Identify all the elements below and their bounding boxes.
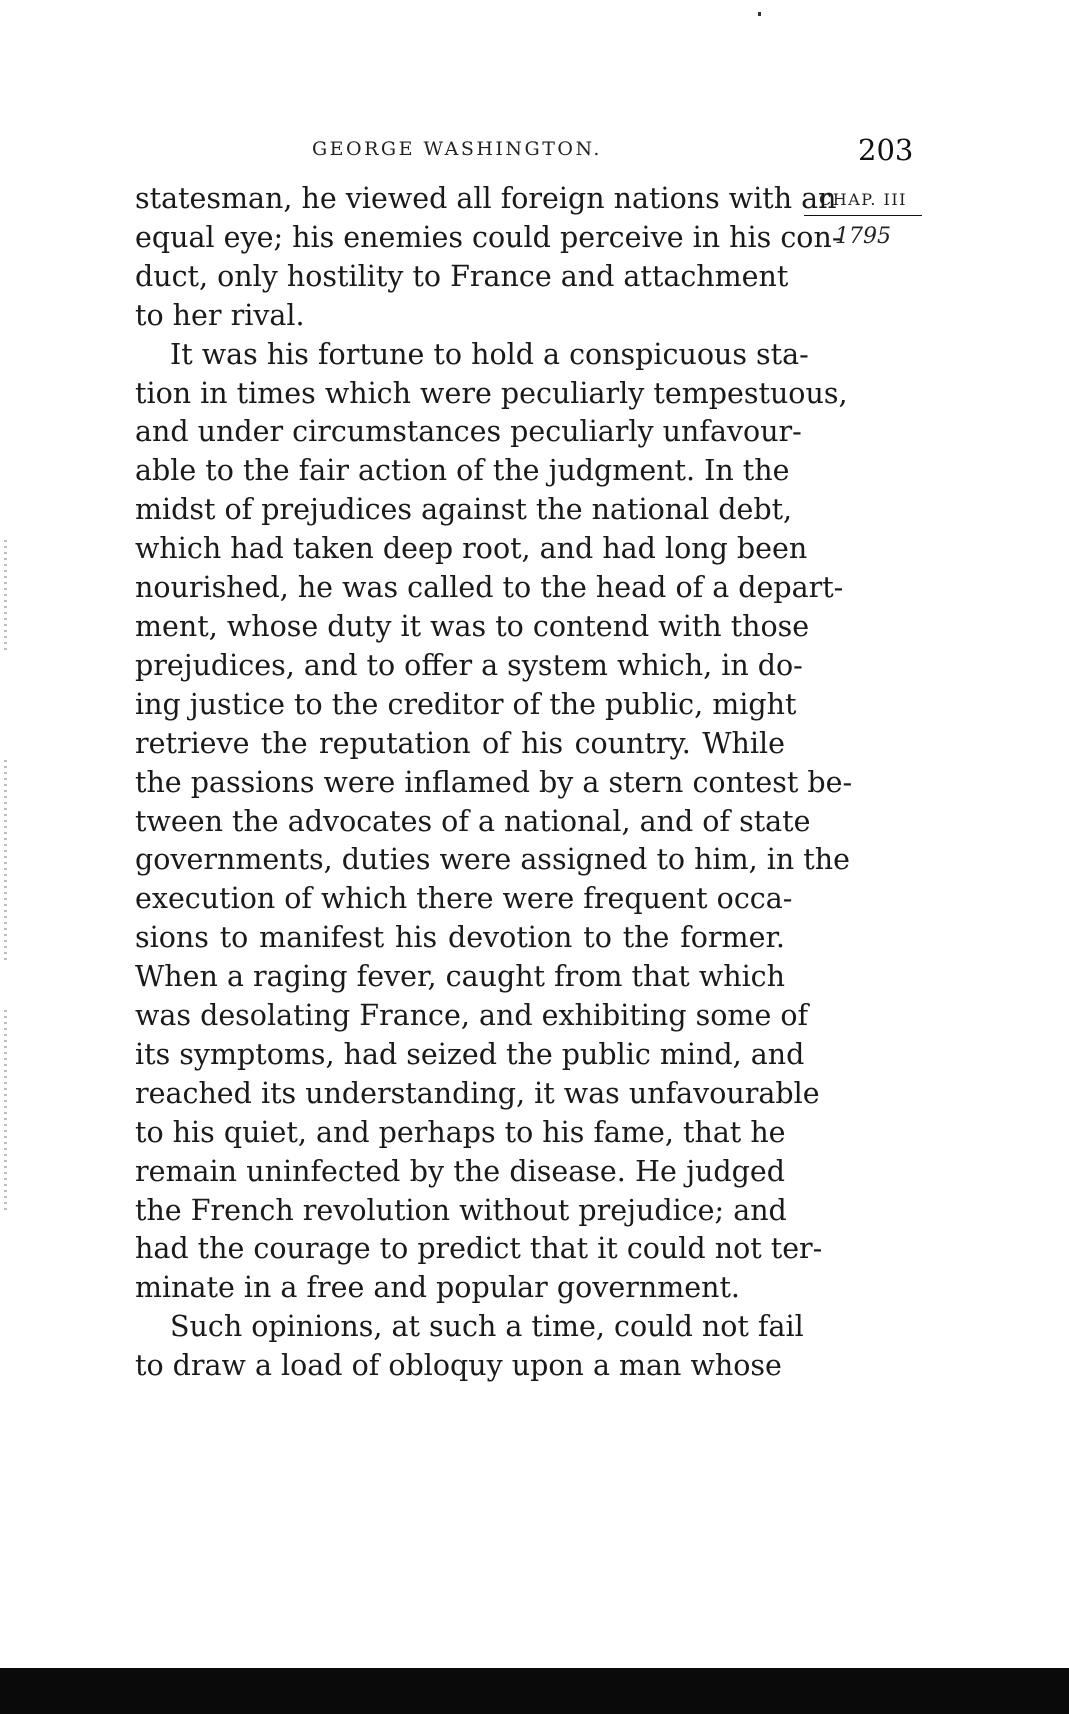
text-line: which had taken deep root, and had long been (135, 532, 808, 566)
text-line: It was his fortune to hold a conspicuous sta- (170, 337, 809, 371)
page-number: 203 (858, 133, 914, 167)
text-line: sions to manifest his devotion to the former. (135, 921, 785, 955)
text-line: prejudices, and to offer a system which, in do- (135, 648, 803, 682)
text-line: nourished, he was called to the head of a depart- (135, 571, 844, 605)
text-line: was desolating France, and exhibiting some of (135, 999, 809, 1033)
text-line: reached its understanding, it was unfavourable (135, 1076, 820, 1110)
text-line: the French revolution without prejudice; and (135, 1193, 787, 1227)
text-line: minate in a free and popular government. (135, 1271, 740, 1305)
scan-bottom-edge (0, 1668, 1069, 1714)
text-line: tween the advocates of a national, and of state (135, 804, 811, 838)
text-line: to her rival. (135, 298, 305, 332)
running-head: GEORGE WASHINGTON. (312, 138, 602, 160)
text-line: retrieve the reputation of his country. While (135, 726, 785, 760)
text-line: remain uninfected by the disease. He judged (135, 1154, 785, 1188)
text-line: the passions were inflamed by a stern contest be- (135, 765, 853, 799)
text-line: Such opinions, at such a time, could not fail (170, 1310, 804, 1344)
text-line: statesman, he viewed all foreign nations with an (135, 182, 837, 215)
scan-edge-noise (4, 760, 7, 960)
text-line: When a raging fever, caught from that which (135, 960, 785, 994)
scan-edge-noise (4, 540, 7, 650)
text-line: its symptoms, had seized the public mind, and (135, 1037, 805, 1071)
text-line: equal eye; his enemies could perceive in his con- (135, 220, 842, 254)
text-line: to draw a load of obloquy upon a man whose (135, 1349, 782, 1383)
text-line: duct, only hostility to France and attachment (135, 259, 789, 293)
margin-chapter: CHAP. III (804, 190, 922, 216)
text-line: governments, duties were assigned to him, in the (135, 843, 850, 877)
text-line: midst of prejudices against the national debt, (135, 493, 793, 527)
text-line: tion in times which were peculiarly tempestuous, (135, 376, 848, 410)
text-line: and under circumstances peculiarly unfavour- (135, 415, 802, 449)
text-line: ing justice to the creditor of the public, might (135, 687, 797, 721)
scan-edge-noise (4, 1010, 7, 1210)
text-line: execution of which there were frequent occa- (135, 882, 793, 916)
text-line: able to the fair action of the judgment. In the (135, 454, 790, 488)
text-line: ment, whose duty it was to contend with those (135, 609, 810, 643)
scan-speck (758, 12, 761, 16)
text-line: to his quiet, and perhaps to his fame, that he (135, 1115, 786, 1149)
margin-year: 1795 (835, 224, 891, 249)
text-line: had the courage to predict that it could not ter- (135, 1232, 823, 1266)
body-text (135, 180, 853, 1386)
